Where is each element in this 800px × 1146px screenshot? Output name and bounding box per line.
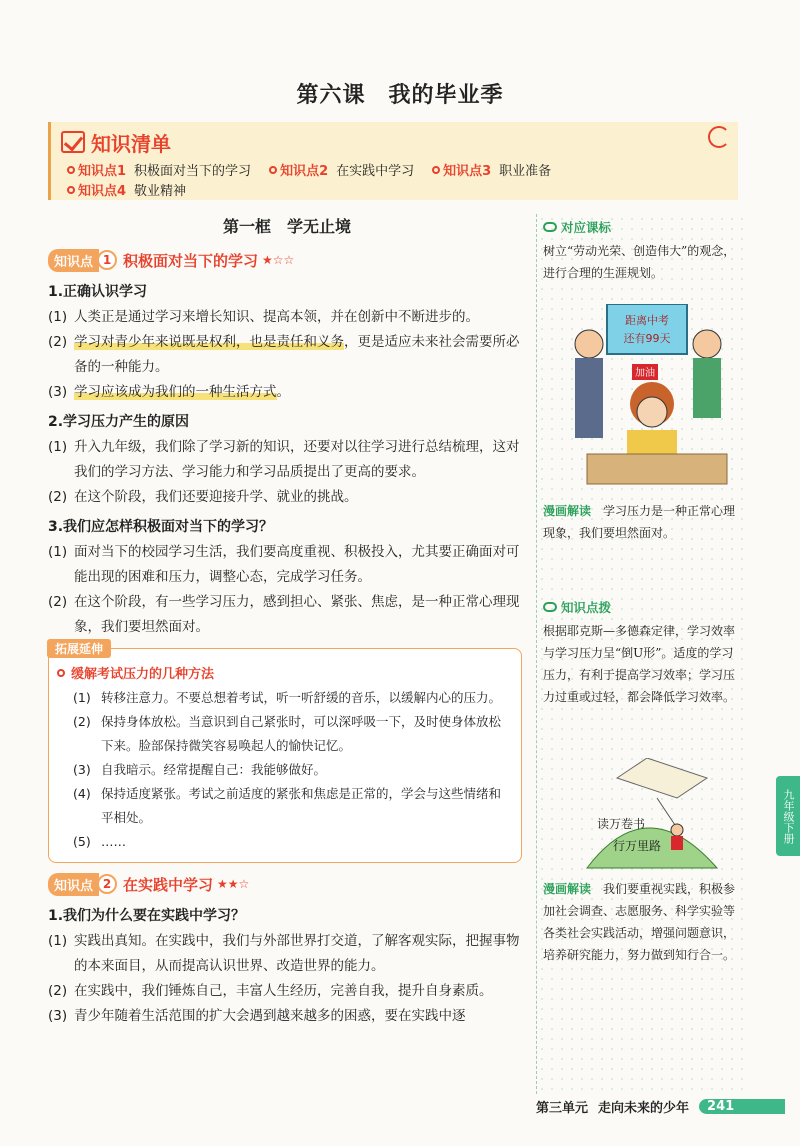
subheading: 2.学习压力产生的原因 bbox=[48, 414, 190, 430]
parachute-line bbox=[657, 798, 677, 828]
tip-heading bbox=[543, 598, 741, 616]
lightbulb-icon bbox=[543, 602, 557, 612]
comic-2-caption bbox=[543, 878, 741, 966]
item-number: (2) bbox=[73, 714, 91, 729]
knowledge-point-label: 知识点3 bbox=[443, 164, 492, 179]
extension-item bbox=[57, 686, 513, 710]
paragraph-text-rest: 。 bbox=[276, 384, 290, 400]
knowledge-list-row bbox=[67, 180, 186, 199]
knowledge-list-item bbox=[269, 160, 414, 179]
highlighted-text: 学习应该成为我们的一种生活方式 bbox=[74, 384, 277, 400]
comic-road-text: 行万里路 bbox=[613, 839, 662, 853]
bullet-icon bbox=[269, 166, 277, 174]
paragraph-text: 在实践中，我们锤炼自己，丰富人生经历，完善自我，提升自身素质。 bbox=[74, 983, 493, 999]
item-number: (1) bbox=[48, 439, 68, 455]
item-number: (2) bbox=[48, 334, 68, 350]
subheading: 1.我们为什么要在实践中学习？ bbox=[48, 908, 246, 924]
mother-head bbox=[693, 330, 721, 358]
comic-study-illustration bbox=[567, 304, 737, 494]
paragraph bbox=[48, 979, 526, 1004]
knowledge-point-text: 积极面对当下的学习 bbox=[134, 164, 252, 179]
main-content bbox=[48, 214, 526, 1029]
knowledge-point-label: 知识点4 bbox=[78, 184, 127, 199]
tip-title: 知识点拨 bbox=[561, 600, 612, 615]
paragraph-text bbox=[74, 380, 526, 405]
paragraph bbox=[48, 330, 526, 380]
subheading: 3.我们应怎样积极面对当下的学习？ bbox=[48, 519, 274, 535]
bullet-icon bbox=[67, 166, 75, 174]
extension-item bbox=[57, 710, 513, 758]
comic-practice-illustration bbox=[557, 758, 737, 874]
curriculum-heading bbox=[543, 218, 741, 236]
knowledge-point-text: 在实践中学习 bbox=[336, 164, 415, 179]
extension-item bbox=[57, 758, 513, 782]
item-number: (3) bbox=[73, 762, 91, 777]
knowledge-point-1-header bbox=[48, 249, 526, 271]
knowledge-list-row bbox=[67, 160, 551, 179]
knowledge-list-item bbox=[67, 160, 251, 179]
extension-item-text: …… bbox=[101, 834, 126, 849]
extension-tag: 拓展延伸 bbox=[47, 639, 111, 658]
knowledge-point-2-header bbox=[48, 873, 526, 895]
page-title: 第六课 我的毕业季 bbox=[296, 83, 504, 108]
open-book-icon bbox=[617, 758, 707, 798]
link-icon bbox=[543, 222, 557, 232]
knowledge-point-label: 知识点2 bbox=[280, 164, 329, 179]
footer bbox=[536, 1096, 785, 1116]
paragraph-text: 面对当下的校园学习生活，我们要高度重视、积极投入，尤其要正确面对可能出现的困难和压力，调整心态，完成学习任务。 bbox=[74, 544, 520, 585]
knowledge-list-header bbox=[61, 128, 171, 156]
paragraph-text: 在这个阶段，我们还要迎接升学、就业的挑战。 bbox=[74, 489, 358, 505]
section-title: 第一框 学无止境 bbox=[222, 217, 351, 236]
comic-label: 漫画解读 bbox=[543, 882, 592, 896]
bullet-icon bbox=[57, 669, 65, 677]
extension-item-text: 保持身体放松。当意识到自己紧张时，可以深呼吸一下，及时使身体放松下来。脸部保持微笑容易唤起人的愉快记忆。 bbox=[101, 714, 502, 753]
comic-label: 漫画解读 bbox=[543, 504, 592, 518]
highlighted-text: 学习对青少年来说既是权利，也是责任和义务 bbox=[74, 334, 344, 350]
paragraph bbox=[48, 929, 526, 979]
extension-subtitle-text: 缓解考试压力的几种方法 bbox=[71, 667, 215, 682]
paragraph bbox=[48, 380, 526, 405]
item-number: (4) bbox=[73, 786, 91, 801]
knowledge-point-title: 积极面对当下的学习 bbox=[123, 251, 259, 270]
paragraph-text: 升入九年级，我们除了学习新的知识，还要对以往学习进行总结梳理，这对我们的学习方法、学习能力和学习品质提出了更高的要求。 bbox=[74, 439, 520, 480]
knowledge-list-title: 知识清单 bbox=[91, 131, 171, 156]
extension-subtitle bbox=[57, 663, 513, 682]
item-number: (5) bbox=[73, 834, 91, 849]
item-number: (1) bbox=[48, 544, 68, 560]
teacher-head bbox=[575, 330, 603, 358]
child-head bbox=[671, 824, 683, 836]
item-number: (1) bbox=[48, 309, 68, 325]
paragraph-text: 实践出真知。在实践中，我们与外部世界打交道，了解客观实际，把握事物的本来面目，从而提高认识世界、改造世界的能力。 bbox=[74, 933, 520, 974]
comic-text: 我们要重视实践，积极参加社会调查、志愿服务、科学实验等各类社会实践活动，增强问题意识，培养研究能力，努力做到知行合一。 bbox=[543, 882, 736, 962]
star-rating-icon: ★★☆ bbox=[217, 877, 250, 891]
paragraph bbox=[48, 1004, 526, 1029]
paragraph bbox=[48, 485, 526, 510]
extension-item-text: 保持适度紧张。考试之前适度的紧张和焦虑是正常的，学会与这些情绪和平相处。 bbox=[101, 786, 502, 825]
item-number: (2) bbox=[48, 489, 68, 505]
comic-1-caption bbox=[543, 500, 741, 544]
teacher-body bbox=[575, 358, 603, 438]
desk bbox=[587, 454, 727, 484]
cheer-flag-text: 加油 bbox=[635, 368, 655, 379]
mother-body bbox=[693, 358, 721, 418]
tip-block bbox=[543, 598, 741, 708]
knowledge-list-item bbox=[432, 160, 551, 179]
countdown-sign-text-2: 还有99天 bbox=[623, 332, 671, 345]
page-number: 241 bbox=[699, 1099, 785, 1114]
comic-book-text: 读万卷书 bbox=[597, 817, 646, 831]
item-number: (1) bbox=[48, 933, 68, 949]
comic-text: 学习压力是一种正常心理现象，我们要坦然面对。 bbox=[543, 504, 736, 540]
paragraph bbox=[48, 590, 526, 640]
extension-item-text: 转移注意力。不要总想着考试，听一听舒缓的音乐，以缓解内心的压力。 bbox=[101, 690, 502, 705]
item-number: (3) bbox=[48, 1008, 68, 1024]
knowledge-point-number: 1 bbox=[97, 250, 117, 270]
item-number: (1) bbox=[73, 690, 91, 705]
student-face bbox=[637, 397, 667, 427]
paragraph bbox=[48, 540, 526, 590]
subheading: 1.正确认识学习 bbox=[48, 284, 148, 300]
item-number: (3) bbox=[48, 384, 68, 400]
knowledge-point-text: 敬业精神 bbox=[134, 184, 187, 199]
countdown-sign-text-1: 距离中考 bbox=[625, 314, 669, 327]
paragraph bbox=[48, 305, 526, 330]
extension-box bbox=[48, 642, 522, 863]
item-number: (2) bbox=[48, 983, 68, 999]
countdown-sign bbox=[607, 304, 687, 354]
curriculum-title: 对应课标 bbox=[561, 220, 612, 235]
checkbox-icon bbox=[61, 131, 85, 153]
knowledge-list-box bbox=[48, 122, 738, 200]
extension-item bbox=[57, 830, 513, 854]
bullet-icon bbox=[67, 186, 75, 194]
paragraph-text: 在这个阶段，有一些学习压力，感到担心、紧张、焦虑，是一种正常心理现象，我们要坦然面对。 bbox=[74, 594, 520, 635]
paragraph-text: 青少年随着生活范围的扩大会遇到越来越多的困惑，要在实践中逐 bbox=[74, 1008, 466, 1024]
comic-2-block bbox=[543, 878, 741, 966]
extension-item-text: 自我暗示。经常提醒自己：我能够做好。 bbox=[101, 762, 327, 777]
item-number: (2) bbox=[48, 594, 68, 610]
child-body bbox=[671, 836, 683, 850]
paragraph-text: 人类正是通过学习来增长知识、提高本领，并在创新中不断进步的。 bbox=[74, 309, 479, 325]
paragraph-text bbox=[74, 330, 526, 380]
tip-text: 根据耶克斯—多德森定律，学习效率与学习压力呈“倒U形”。适度的学习压力，有利于提高学习效率；学习压力过重或过轻，都会降低学习效率。 bbox=[543, 624, 736, 704]
knowledge-point-label: 知识点1 bbox=[78, 164, 127, 179]
curriculum-block bbox=[543, 218, 741, 284]
paragraph bbox=[48, 435, 526, 485]
comic-1-block bbox=[543, 500, 741, 544]
footer-title: 走向未来的少年 bbox=[598, 1100, 690, 1116]
paragraph-text-rest: ，更是适应未来社会需要所必备的一种能力。 bbox=[74, 334, 520, 375]
knowledge-point-title: 在实践中学习 bbox=[123, 875, 214, 894]
knowledge-point-badge: 知识点 bbox=[48, 873, 99, 896]
extension-item bbox=[57, 782, 513, 830]
footer-unit: 第三单元 bbox=[536, 1100, 589, 1116]
curriculum-text: 树立“劳动光荣、创造伟大”的观念，进行合理的生涯规划。 bbox=[543, 244, 736, 280]
star-rating-icon: ★☆☆ bbox=[262, 253, 295, 267]
knowledge-point-number: 2 bbox=[97, 874, 117, 894]
swirl-icon bbox=[708, 126, 730, 148]
grade-tab: 九年级下册 bbox=[776, 776, 800, 856]
knowledge-point-text: 职业准备 bbox=[499, 164, 552, 179]
knowledge-list-item bbox=[67, 180, 186, 199]
bullet-icon bbox=[432, 166, 440, 174]
sidebar bbox=[536, 214, 744, 1094]
knowledge-point-badge: 知识点 bbox=[48, 249, 99, 272]
